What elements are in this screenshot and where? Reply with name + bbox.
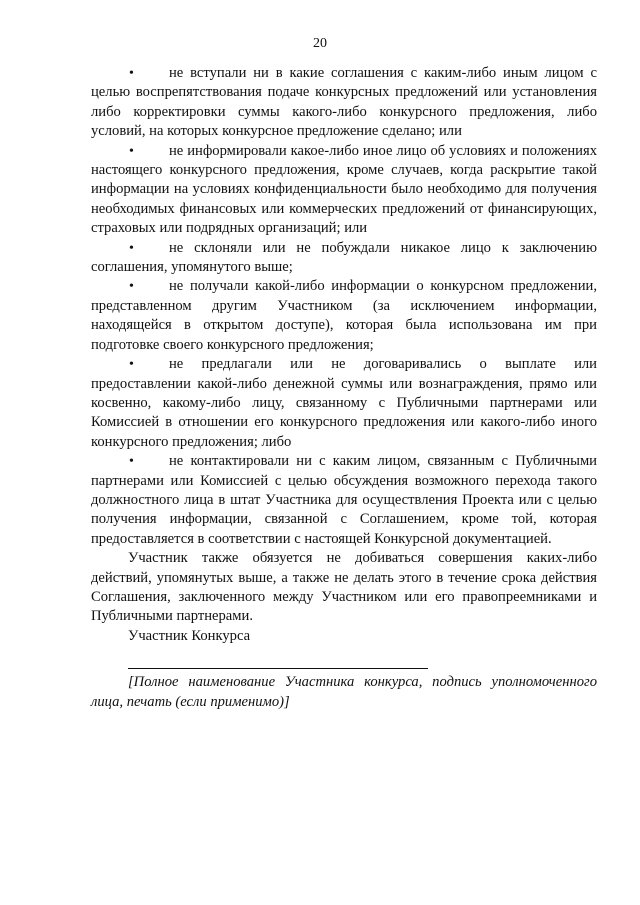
bullet-item-6 bbox=[91, 452, 597, 549]
signature-label: Участник Конкурса bbox=[128, 627, 251, 644]
signature-line bbox=[128, 668, 428, 669]
bullet-text: не предлагали или не договаривались о выплате или предоставлении какой-либо денежной суммы или вознаграждения, прямо или косвенно, какому-либо лицу, связанному с Публичными партнерами или Комиссией в отношении его конкурсного предложения или какого-либо иного конкурсного предложения; либо bbox=[91, 356, 597, 450]
bullet-marker: • bbox=[129, 357, 134, 373]
bullet-text: не информировали какое-либо иное лицо об условиях и положениях настоящего конкурсного предложения, кроме случаев, когда раскрытие такой информации на условиях конфиденциальности было необходимо для получения необходимых финансовых или коммерческих предложений от финансирующих, страховых или подрядных организаций; или bbox=[91, 142, 597, 237]
signature-note: [Полное наименование Участника конкурса, подпись уполномоченного лица, печать (если применимо)] bbox=[91, 674, 597, 710]
bullet-item-1 bbox=[91, 64, 597, 142]
bullet-text: не получали какой-либо информации о конкурсном предложении, представленном другим Участником (за исключением информации, находящейся в открытом доступе), которая была использована им при подготовке своего конкурсного предложения; bbox=[91, 278, 597, 353]
bullet-marker: • bbox=[129, 454, 134, 470]
bullet-text: не склоняли или не побуждали никакое лицо к заключению соглашения, упомянутого выше; bbox=[91, 239, 597, 276]
page-number: 20 bbox=[313, 36, 327, 51]
bullet-item-3 bbox=[91, 239, 597, 278]
closing-paragraph: Участник также обязуется не добиваться совершения каких-либо действий, упомянутых выше, а также не делать этого в течение срока действия Соглашения, заключенного между Участником или его правопреемниками и Публичными партнерами. bbox=[91, 550, 597, 625]
bullet-item-4 bbox=[91, 277, 597, 355]
bullet-marker: • bbox=[129, 240, 134, 256]
bullet-marker: • bbox=[129, 143, 134, 159]
page-content bbox=[91, 64, 597, 712]
bullet-marker: • bbox=[129, 279, 134, 295]
bullet-marker: • bbox=[129, 66, 134, 81]
bullet-item-2 bbox=[91, 142, 597, 239]
bullet-item-5 bbox=[91, 355, 597, 452]
bullet-text: не вступали ни в какие соглашения с каким-либо иным лицом с целью воспрепятствования подаче конкурсных предложений или установления либо корректировки суммы какого-либо конкурсного предложения, либо условий, на которых конкурсное предложение сделано; или bbox=[91, 65, 597, 140]
bullet-text: не контактировали ни с каким лицом, связанным с Публичными партнерами или Комиссией с целью обсуждения возможного перехода такого должностного лица в штат Участника для осуществления Проекта или с целью получения информации, связанной с Соглашением, кроме той, которая предоставляется в соответствии с настоящей Конкурсной документацией. bbox=[91, 453, 597, 547]
